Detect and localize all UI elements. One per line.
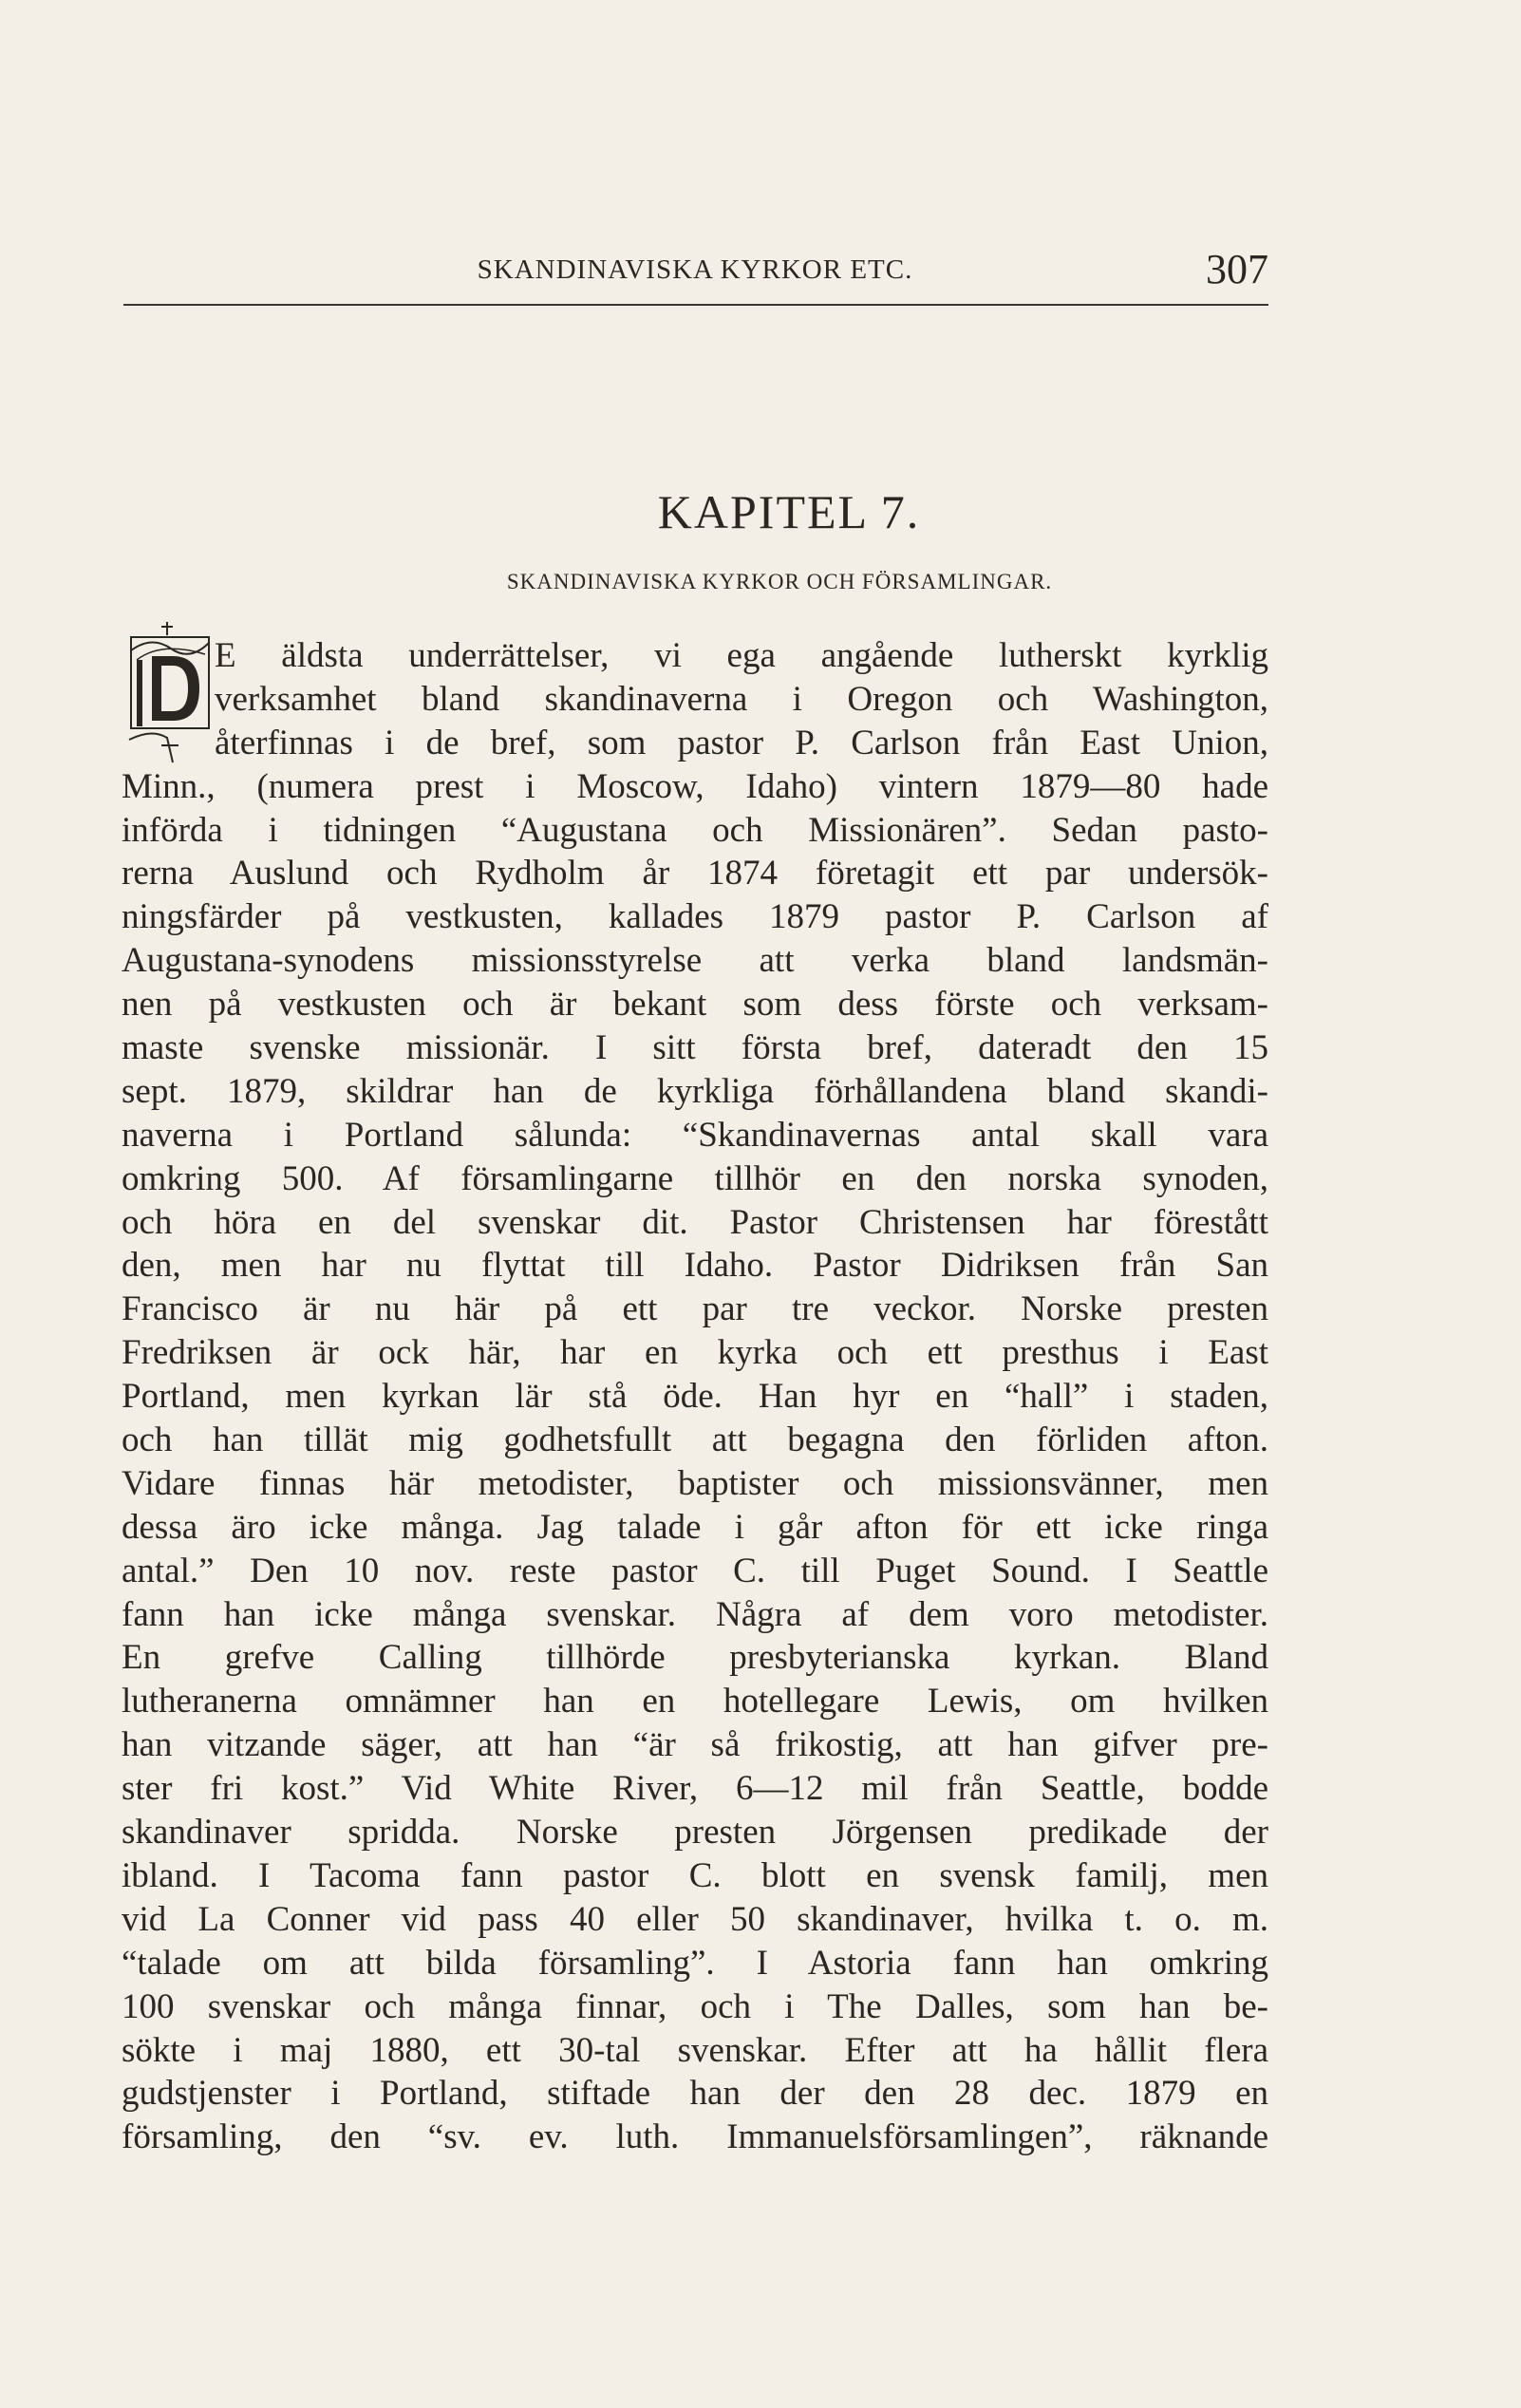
text-line: 100 svenskar och många finnar, och i The Dalles, som han be-: [122, 1986, 1268, 2026]
chapter-subtitle: SKANDINAVISKA KYRKOR OCH FÖRSAMLINGAR.: [506, 570, 1053, 593]
text-line: naverna i Portland sålunda: “Skandinavernas antal skall vara: [122, 1115, 1268, 1155]
text-line: ster fri kost.” Vid White River, 6—12 mil från Seattle, bodde: [122, 1769, 1268, 1809]
text-line: återfinnas i de bref, som pastor P. Carlson från East Union,: [215, 723, 1268, 762]
text-line: ibland. I Tacoma fann pastor C. blott en svensk familj, men: [122, 1855, 1268, 1895]
text-line: rerna Auslund och Rydholm år 1874 företagit ett par undersök-: [122, 854, 1268, 894]
text-line: församling, den “sv. ev. luth. Immanuelsförsamlingen”, räknande: [122, 2117, 1268, 2157]
text-line: maste svenske missionär. I sitt första bref, dateradt den 15: [122, 1028, 1268, 1068]
text-line: Minn., (numera prest i Moscow, Idaho) vintern 1879—80 hade: [122, 766, 1268, 806]
text-line: ningsfärder på vestkusten, kallades 1879 pastor P. Carlson af: [122, 897, 1268, 937]
text-line: omkring 500. Af församlingarne tillhör en den norska synoden,: [122, 1158, 1268, 1198]
running-head: [122, 245, 1268, 302]
text-line: Vidare finnas här metodister, baptister och missionsvänner, men: [122, 1463, 1268, 1503]
text-line: dessa äro icke många. Jag talade i går afton för ett icke ringa: [122, 1507, 1268, 1547]
text-line: han vitzande säger, att han “är så frikostig, att han gifver pre-: [122, 1725, 1268, 1765]
text-line: sökte i maj 1880, ett 30-tal svenskar. Efter att ha hållit flera: [122, 2030, 1268, 2070]
text-line: vid La Conner vid pass 40 eller 50 skandinaver, hvilka t. o. m.: [122, 1899, 1268, 1939]
text-line: sept. 1879, skildrar han de kyrkliga förhållandena bland skandi-: [122, 1071, 1268, 1111]
text-line: Augustana-synodens missionsstyrelse att verka bland landsmän-: [122, 941, 1268, 981]
running-title: SKANDINAVISKA KYRKOR ETC.: [477, 254, 913, 285]
text-line: lutheranerna omnämner han en hotellegare Lewis, om hvilken: [122, 1682, 1268, 1721]
text-line: skandinaver spridda. Norske presten Jörgensen predikade der: [122, 1813, 1268, 1853]
text-line: Fredriksen är ock här, har en kyrka och ett presthus i East: [122, 1333, 1268, 1373]
text-line: Portland, men kyrkan lär stå öde. Han hyr en “hall” i staden,: [122, 1377, 1268, 1417]
text-line: och han tillät mig godhetsfullt att begagna den förliden afton.: [122, 1420, 1268, 1460]
text-line: antal.” Den 10 nov. reste pastor C. till Puget Sound. I Seattle: [122, 1551, 1268, 1590]
text-line: införda i tidningen “Augustana och Missionären”. Sedan pasto-: [122, 810, 1268, 850]
text-line: den, men har nu flyttat till Idaho. Pastor Didriksen från San: [122, 1246, 1268, 1286]
text-line: Francisco är nu här på ett par tre veckor. Norske presten: [122, 1289, 1268, 1329]
text-line: “talade om att bilda församling”. I Astoria fann han omkring: [122, 1943, 1268, 1983]
chapter-title: KAPITEL 7.: [657, 485, 921, 538]
header-rule: [123, 304, 1268, 306]
page-number: 307: [1206, 246, 1268, 292]
text-line: gudstjenster i Portland, stiftade han der den 28 dec. 1879 en: [122, 2074, 1268, 2114]
text-line: fann han icke många svenskar. Några af dem voro metodister.: [122, 1594, 1268, 1634]
text-line: och höra en del svenskar dit. Pastor Christensen har förestått: [122, 1202, 1268, 1242]
body-text: [122, 634, 1268, 2159]
text-line: nen på vestkusten och är bekant som dess förste och verksam-: [122, 985, 1268, 1025]
text-line: E äldsta underrättelser, vi ega angående lutherskt kyrklig: [215, 636, 1268, 675]
text-line: En grefve Calling tillhörde presbyterianska kyrkan. Bland: [122, 1638, 1268, 1678]
text-line: verksamhet bland skandinaverna i Oregon och Washington,: [215, 679, 1268, 719]
